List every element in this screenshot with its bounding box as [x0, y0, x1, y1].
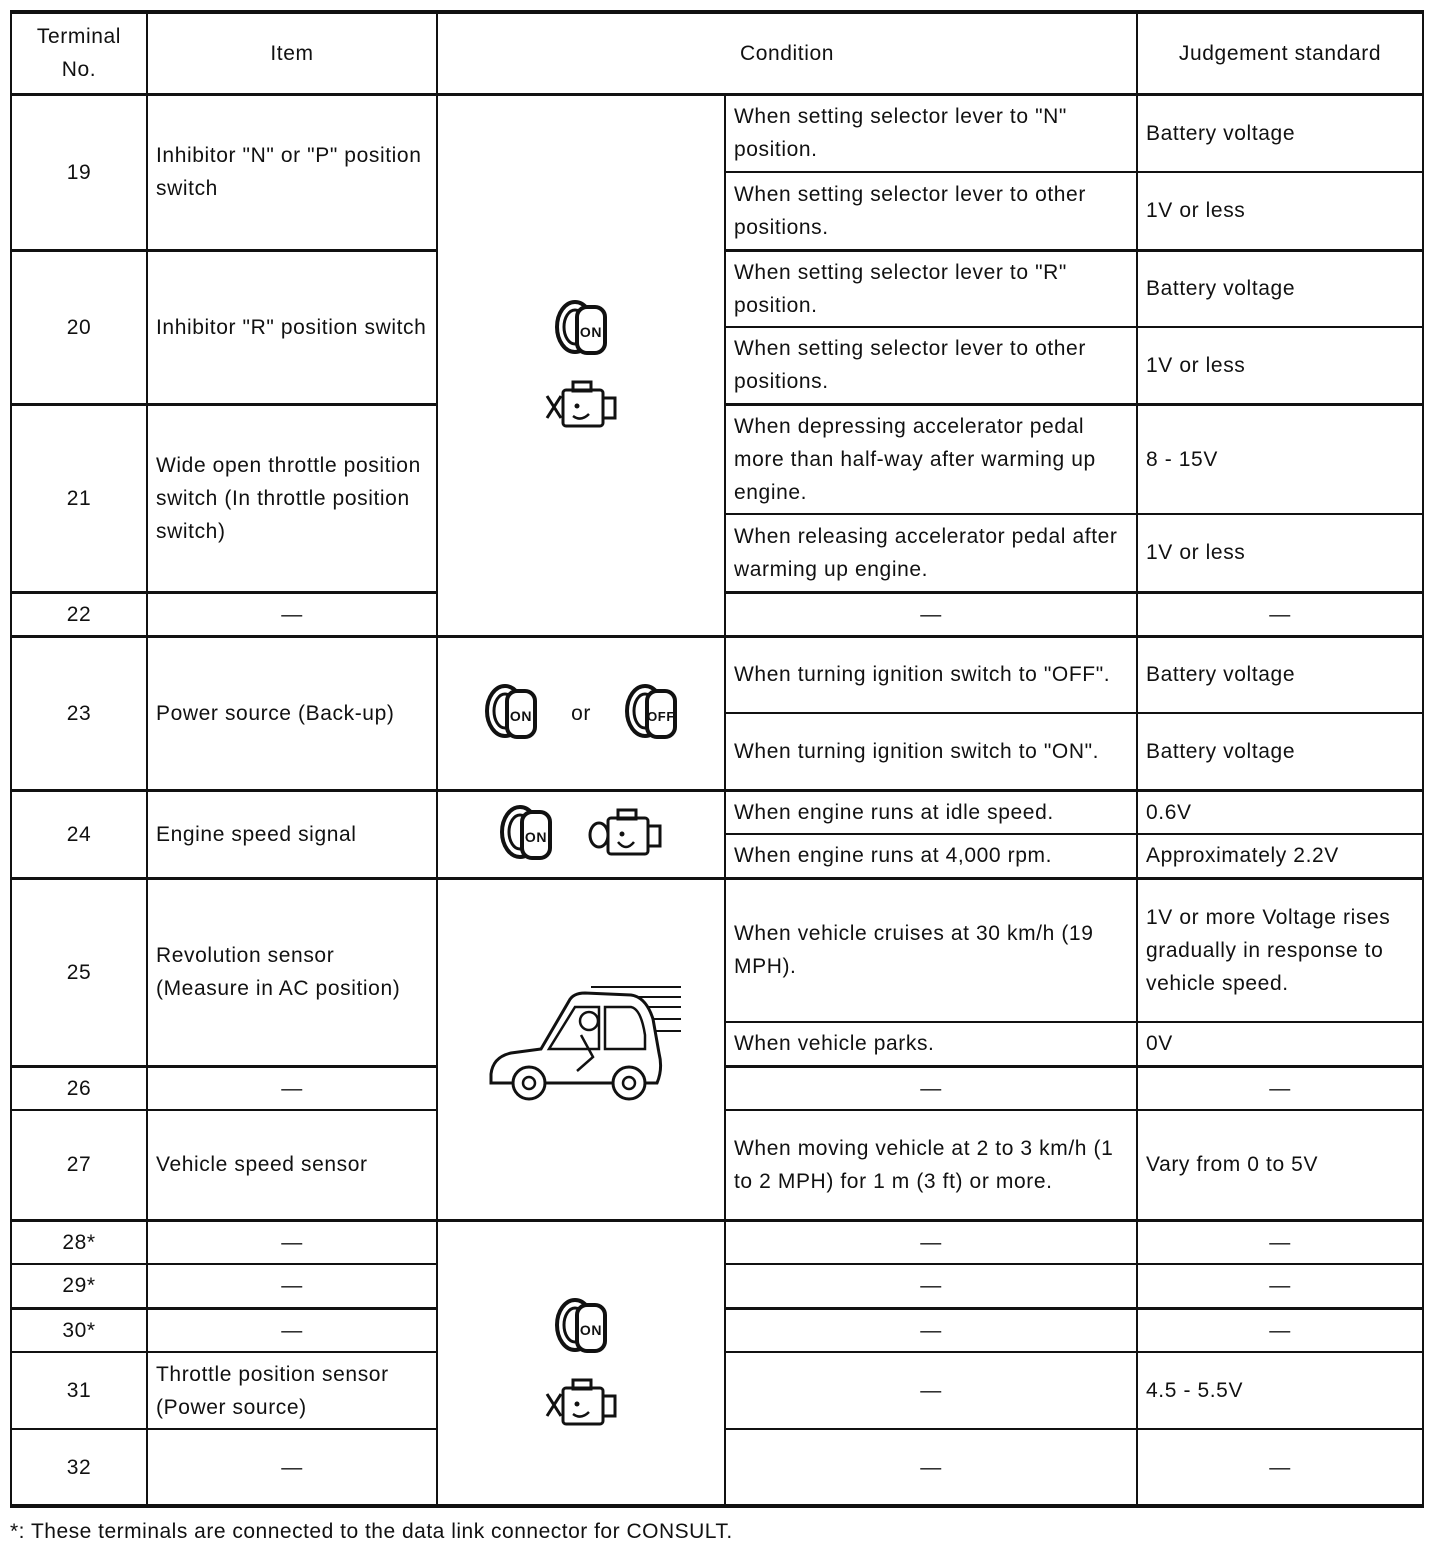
judgement-value: 4.5 - 5.5V	[1137, 1352, 1423, 1429]
judgement-value: —	[1137, 1220, 1423, 1264]
table-row	[11, 878, 1423, 1022]
ignition-off-icon	[621, 680, 681, 746]
terminal-no: 19	[11, 94, 147, 250]
item-name: —	[147, 1308, 437, 1352]
judgement-value: Approximately 2.2V	[1137, 834, 1423, 878]
condition-text: When vehicle parks.	[725, 1022, 1137, 1066]
judgement-value: 1V or less	[1137, 172, 1423, 250]
terminal-no: 22	[11, 592, 147, 636]
condition-text: —	[725, 1429, 1137, 1506]
terminal-no: 30*	[11, 1308, 147, 1352]
condition-text: When moving vehicle at 2 to 3 km/h (1 to 2 MPH) for 1 m (3 ft) or more.	[725, 1110, 1137, 1220]
terminal-no: 31	[11, 1352, 147, 1429]
condition-icons-group-4	[437, 878, 725, 1220]
item-name: Power source (Back-up)	[147, 636, 437, 790]
judgement-value: —	[1137, 1264, 1423, 1308]
item-name: Throttle position sensor (Power source)	[147, 1352, 437, 1429]
condition-icons-group-1	[437, 94, 725, 636]
terminal-no: 20	[11, 250, 147, 404]
table-row	[11, 1220, 1423, 1264]
item-name: Engine speed signal	[147, 790, 437, 878]
item-name: Vehicle speed sensor	[147, 1110, 437, 1220]
header-terminal-no: Terminal No.	[11, 12, 147, 94]
judgement-value: 1V or less	[1137, 514, 1423, 592]
judgement-value: 1V or less	[1137, 327, 1423, 404]
condition-text: When releasing accelerator pedal after warming up engine.	[725, 514, 1137, 592]
item-name: —	[147, 1264, 437, 1308]
condition-text: When depressing accelerator pedal more than half-way after warming up engine.	[725, 404, 1137, 514]
ignition-on-icon	[481, 680, 541, 746]
terminal-no: 24	[11, 790, 147, 878]
condition-text: When setting selector lever to other positions.	[725, 172, 1137, 250]
footnote: *: These terminals are connected to the data link connector for CONSULT.	[10, 1520, 733, 1543]
condition-icons-group-3	[437, 790, 725, 878]
judgement-value: 8 - 15V	[1137, 404, 1423, 514]
condition-text: When setting selector lever to other positions.	[725, 327, 1137, 404]
condition-text: —	[725, 1308, 1137, 1352]
condition-text: —	[725, 1264, 1137, 1308]
item-name: Inhibitor "N" or "P" position switch	[147, 94, 437, 250]
condition-text: When setting selector lever to "N" position.	[725, 94, 1137, 172]
item-name: —	[147, 1429, 437, 1506]
judgement-value: Battery voltage	[1137, 713, 1423, 790]
judgement-value: —	[1137, 1308, 1423, 1352]
item-name: —	[147, 1066, 437, 1110]
table-row	[11, 94, 1423, 172]
ignition-on-icon	[551, 296, 611, 362]
terminal-spec-table	[10, 10, 1424, 1508]
condition-icons-group-2	[437, 636, 725, 790]
ignition-on-icon	[496, 801, 556, 867]
condition-text: —	[725, 592, 1137, 636]
vehicle-driving-icon	[481, 979, 681, 1109]
condition-text: When engine runs at idle speed.	[725, 790, 1137, 834]
judgement-value: Battery voltage	[1137, 250, 1423, 327]
condition-text: —	[725, 1066, 1137, 1110]
judgement-value: Battery voltage	[1137, 636, 1423, 713]
engine-stopped-icon	[541, 1376, 621, 1432]
judgement-value: —	[1137, 592, 1423, 636]
judgement-value: —	[1137, 1429, 1423, 1506]
condition-text: When vehicle cruises at 30 km/h (19 MPH).	[725, 878, 1137, 1022]
condition-text: —	[725, 1220, 1137, 1264]
terminal-no: 27	[11, 1110, 147, 1220]
terminal-no: 26	[11, 1066, 147, 1110]
item-name: Revolution sensor (Measure in AC position)	[147, 878, 437, 1066]
engine-running-icon	[586, 806, 666, 862]
item-name: —	[147, 1220, 437, 1264]
header-condition: Condition	[437, 12, 1137, 94]
terminal-no: 28*	[11, 1220, 147, 1264]
condition-text: —	[725, 1352, 1137, 1429]
terminal-no: 32	[11, 1429, 147, 1506]
terminal-no: 29*	[11, 1264, 147, 1308]
table-header-row	[11, 12, 1423, 94]
item-name: Inhibitor "R" position switch	[147, 250, 437, 404]
or-label: or	[571, 701, 591, 725]
item-name: Wide open throttle position switch (In throttle position switch)	[147, 404, 437, 592]
judgement-value: Battery voltage	[1137, 94, 1423, 172]
judgement-value: Vary from 0 to 5V	[1137, 1110, 1423, 1220]
item-name: —	[147, 592, 437, 636]
terminal-no: 21	[11, 404, 147, 592]
header-item: Item	[147, 12, 437, 94]
condition-text: When setting selector lever to "R" position.	[725, 250, 1137, 327]
table-row	[11, 636, 1423, 713]
judgement-value: 0V	[1137, 1022, 1423, 1066]
terminal-no: 25	[11, 878, 147, 1066]
condition-text: When turning ignition switch to "ON".	[725, 713, 1137, 790]
header-judgement-standard: Judgement standard	[1137, 12, 1423, 94]
condition-text: When engine runs at 4,000 rpm.	[725, 834, 1137, 878]
engine-stopped-icon	[541, 378, 621, 434]
ignition-on-icon	[551, 1294, 611, 1360]
judgement-value: 0.6V	[1137, 790, 1423, 834]
condition-icons-group-5	[437, 1220, 725, 1506]
judgement-value: 1V or more Voltage rises gradually in response to vehicle speed.	[1137, 878, 1423, 1022]
table-row	[11, 790, 1423, 834]
terminal-no: 23	[11, 636, 147, 790]
condition-text: When turning ignition switch to "OFF".	[725, 636, 1137, 713]
judgement-value: —	[1137, 1066, 1423, 1110]
